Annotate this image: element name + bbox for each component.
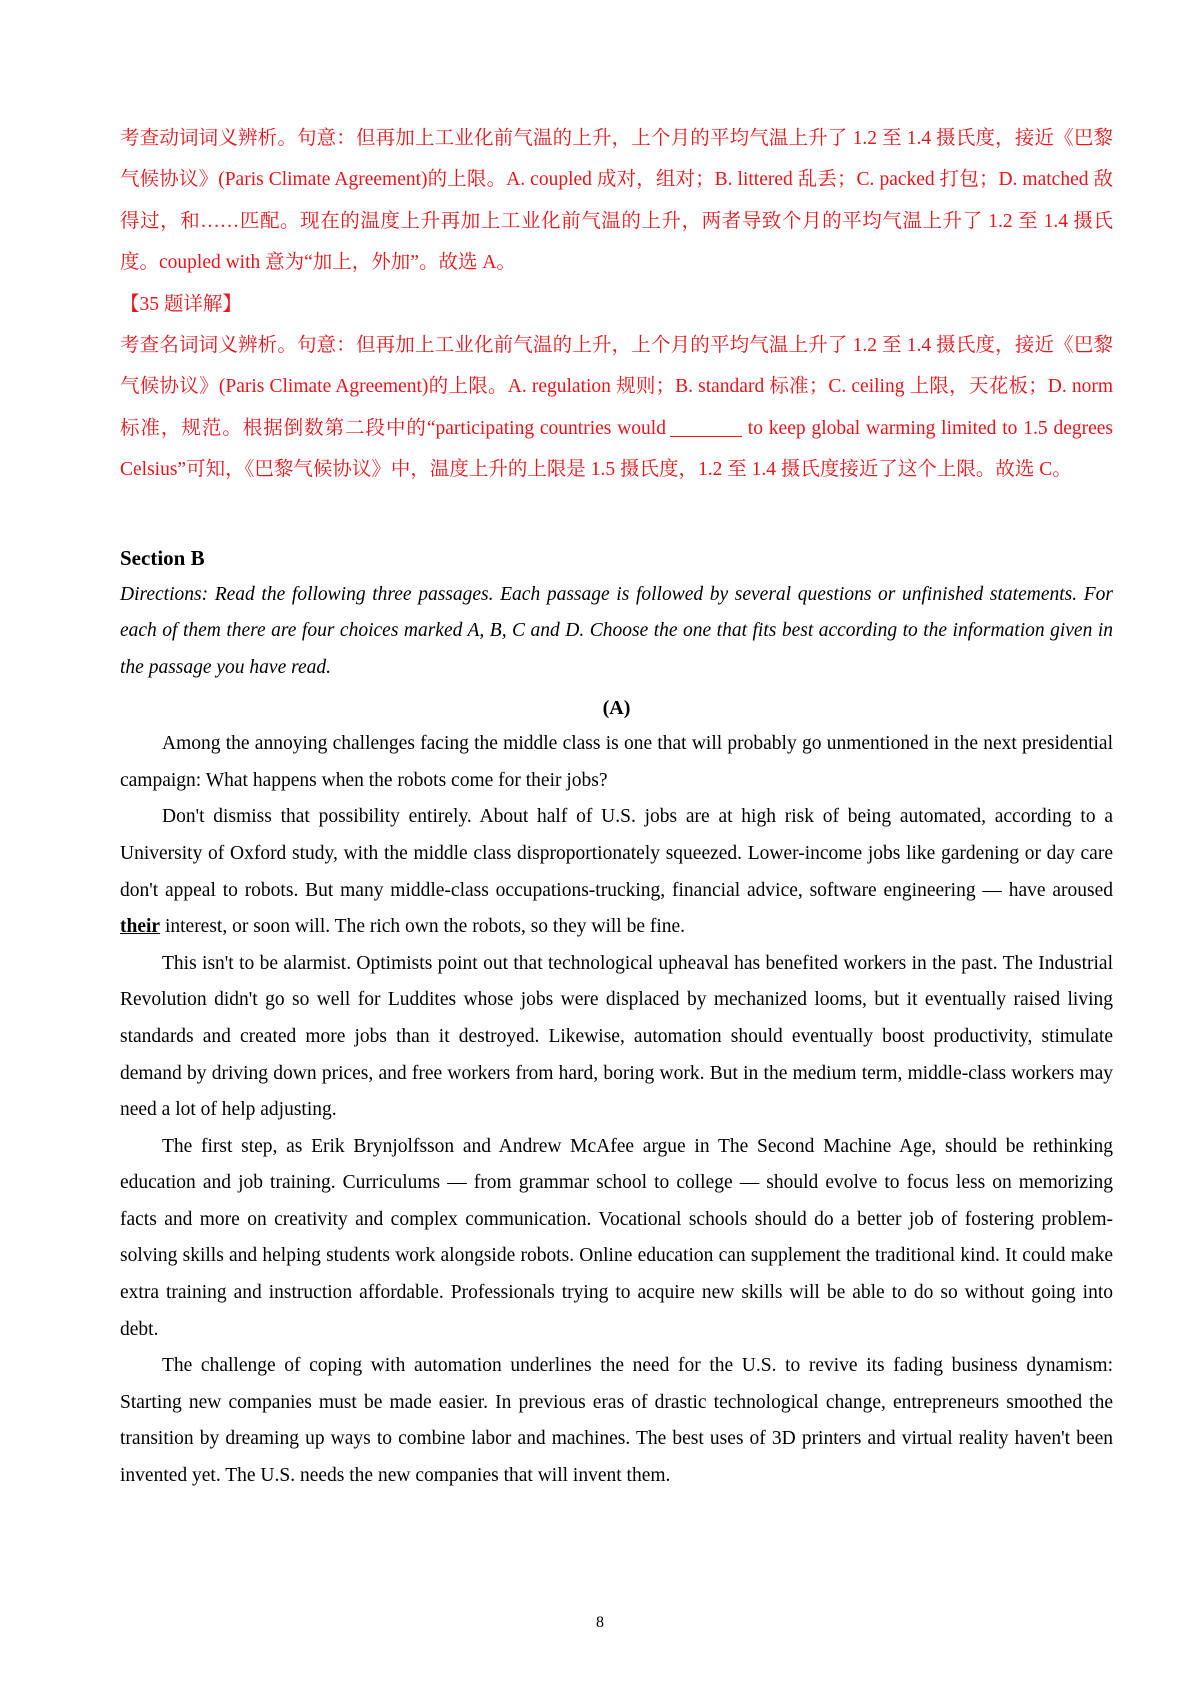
paragraph-2-start: Don't dismiss that possibility entirely. About half of U.S. jobs are at high risk of being automated, according to a University of Oxford study, with the middle class disproportionately squeezed. Lower-income jobs like gardening or day care don't appeal to robots. But many middle-class occupations-trucking, financial advice, software engineering — have aroused	[120, 806, 1113, 901]
answer-explanation	[120, 118, 1113, 491]
paragraph-2-end: interest, or soon will. The rich own the robots, so they will be fine.	[160, 916, 686, 938]
paragraph-1: Among the annoying challenges facing the middle class is one that will probably go unmentioned in the next presidential campaign: What happens when the robots come for their jobs?	[120, 733, 1113, 791]
q35-explanation-part2: to keep global warming limited to 1.5 degrees Celsius”可知，《巴黎气候协议》中，温度上升的上限是 1.5 摄氏度，1.2 至 1.4 摄氏度接近了这个上限。故选 C。	[120, 417, 1113, 481]
page-content	[120, 118, 1113, 1495]
passage-label: (A)	[602, 697, 631, 720]
section-title: Section B	[120, 545, 205, 570]
answer-blank	[670, 416, 742, 437]
q35-explanation	[120, 325, 1113, 491]
paragraph-5: The challenge of coping with automation underlines the need for the U.S. to revive its fading business dynamism: Starting new companies must be made easier. In previous eras of drastic technological change, entrepreneurs smoothed the transition by dreaming up ways to combine labor and machines. The best uses of 3D printers and virtual reality haven't been invented yet. The U.S. needs the new companies that will invent them.	[120, 1355, 1113, 1487]
paragraph-2	[120, 799, 1113, 945]
passage-body	[120, 726, 1113, 1494]
paragraph-3: This isn't to be alarmist. Optimists point out that technological upheaval has benefited workers in the past. The Industrial Revolution didn't go so well for Luddites whose jobs were displaced by mechanized looms, but it eventually raised living standards and created more jobs than it destroyed. Likewise, automation should eventually boost productivity, stimulate demand by driving down prices, and free workers from hard, boring work. But in the medium term, middle-class workers may need a lot of help adjusting.	[120, 952, 1113, 1121]
section-directions: Directions: Read the following three passages. Each passage is followed by several questions or unfinished statements. For each of them there are four choices marked A, B, C and D. Choose the one that fits best according to the information given in the passage you have read.	[120, 583, 1113, 678]
q35-heading: 【35 题详解】	[120, 293, 242, 315]
paragraph-4: The first step, as Erik Brynjolfsson and Andrew McAfee argue in The Second Machine Age, should be rethinking education and job training. Curriculums — from grammar school to college — should evolve to focus less on memorizing facts and more on creativity and complex communication. Vocational schools should do a better job of fostering problem-solving skills and helping students work alongside robots. Online education can supplement the traditional kind. It could make extra training and instruction affordable. Professionals trying to acquire new skills will be able to do so without going into debt.	[120, 1135, 1113, 1340]
page-number: 8	[596, 1614, 604, 1631]
q34-explanation: 考查动词词义辨析。句意：但再加上工业化前气温的上升，上个月的平均气温上升了 1.2 至 1.4 摄氏度，接近《巴黎气候协议》(Paris Climate Agreement)的上限。A. coupled 成对，组对；B. littered 乱丢；C. packed 打包；D. matched 敌得过，和……匹配。现在的温度上升再加上工业化前气温的上升，两者导致个月的平均气温上升了 1.2 至 1.4 摄氏度。coupled with 意为“加上，外加”。故选 A。	[120, 128, 1113, 274]
q35-explanation-part1: 考查名词词义辨析。句意：但再加上工业化前气温的上升，上个月的平均气温上升了 1.2 至 1.4 摄氏度，接近《巴黎气候协议》(Paris Climate Agreement)的上限。A. regulation 规则；B. standard 标准；C. ceiling 上限，天花板；D. norm 标准，规范。根据倒数第二段中的“participating countries would	[120, 335, 1113, 439]
underlined-word-their: their	[120, 916, 161, 938]
